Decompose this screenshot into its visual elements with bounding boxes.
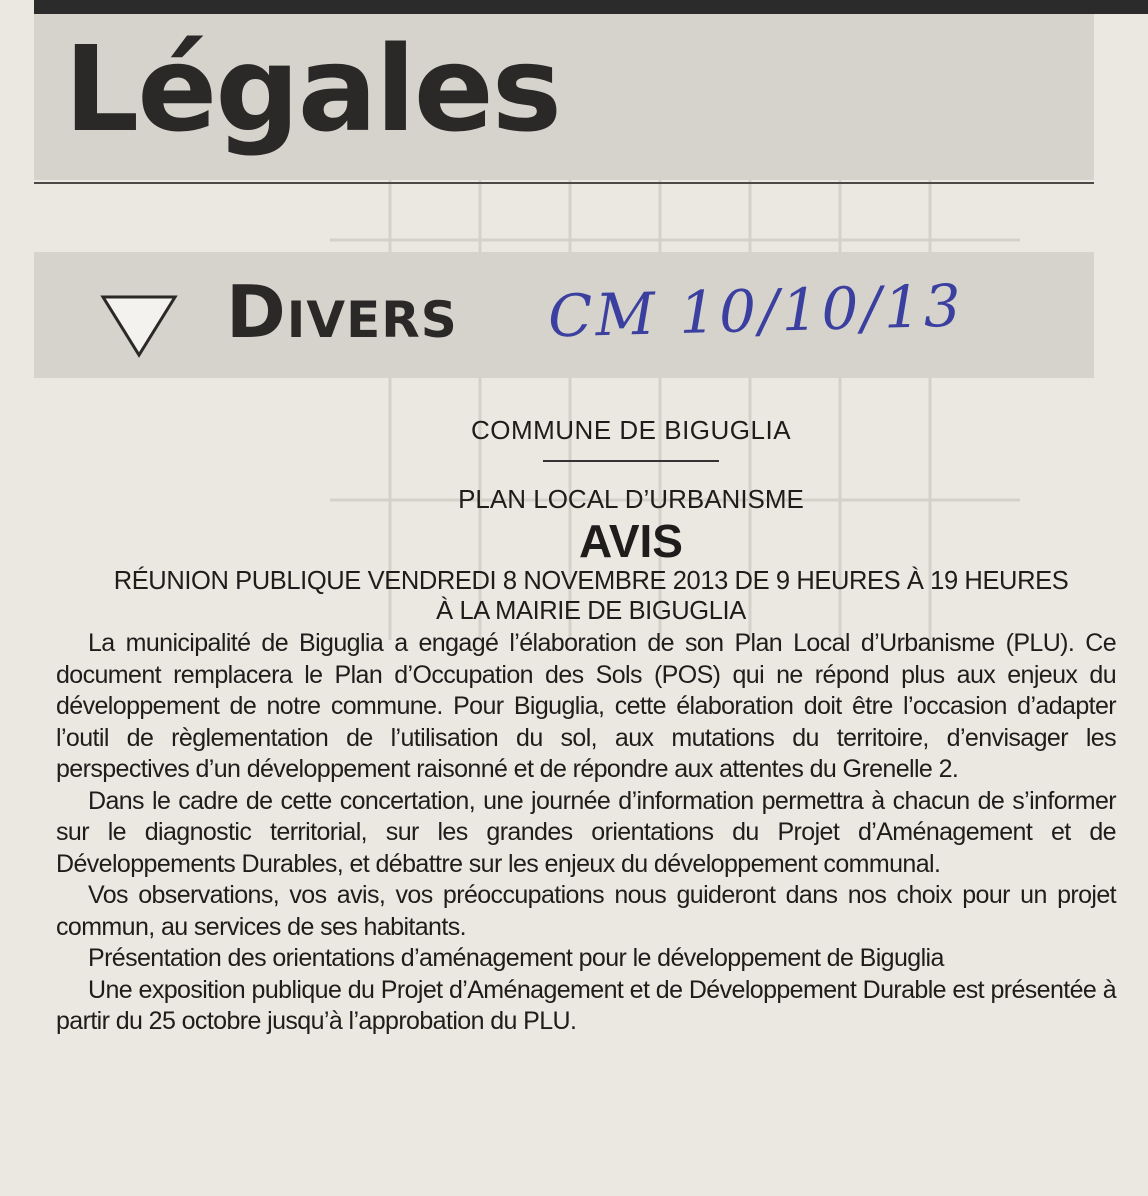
reunion-line-1: RÉUNION PUBLIQUE VENDREDI 8 NOVEMBRE 2013 DE 9 HEURES À 19 HEURES bbox=[113, 567, 1069, 595]
section-title: Légales bbox=[64, 20, 561, 158]
paragraph-2: Dans le cadre de cette concertation, une journée d’information permettra à chacun de s’informer sur le diagnostic territorial, sur les grandes orientations du Projet d’Aménagement et de Développements Durables, et débattre sur les enjeux du développement communal. bbox=[56, 786, 1116, 878]
avis-heading: AVIS bbox=[579, 515, 683, 567]
paragraph-4: Présentation des orientations d’aménagement pour le développement de Biguglia bbox=[88, 944, 944, 972]
plan-title: PLAN LOCAL D’URBANISME bbox=[458, 484, 804, 514]
paragraph-5: Une exposition publique du Projet d’Aménagement et de Développement Durable est présentée à partir du 25 octobre jusqu’à l’approbation du PLU. bbox=[56, 975, 1116, 1035]
handwritten-date-note: CM 10/10/13 bbox=[547, 271, 965, 351]
commune-heading: COMMUNE DE BIGUGLIA bbox=[470, 415, 792, 445]
paragraph-1: La municipalité de Biguglia a engagé l’élaboration de son Plan Local d’Urbanisme (PLU). Ce document remplacera le Plan d’Occupation des Sols (POS) qui ne répond plus aux enjeux du développement de notre commune. Pour Biguglia, cette élaboration doit être l’occasion d’adapter l’outil de règlementation de l’utilisation du sol, aux mutations du territoire, d’envisager les perspectives d’un développement raisonné et de répondre aux attentes du Grenelle 2. bbox=[56, 629, 1116, 783]
heading-divider bbox=[543, 460, 719, 462]
reunion-line-2: À LA MAIRIE DE BIGUGLIA bbox=[436, 597, 746, 625]
legal-notice bbox=[56, 412, 1116, 1038]
section-divider bbox=[34, 182, 1094, 184]
triangle-down-outline-icon bbox=[100, 294, 178, 358]
subsection-title: Divers bbox=[226, 270, 458, 354]
top-rule bbox=[34, 0, 1148, 14]
notice-body bbox=[56, 628, 1116, 1038]
paragraph-3: Vos observations, vos avis, vos préoccupations nous guideront dans nos choix pour un projet commun, au services de ses habitants. bbox=[56, 881, 1116, 941]
